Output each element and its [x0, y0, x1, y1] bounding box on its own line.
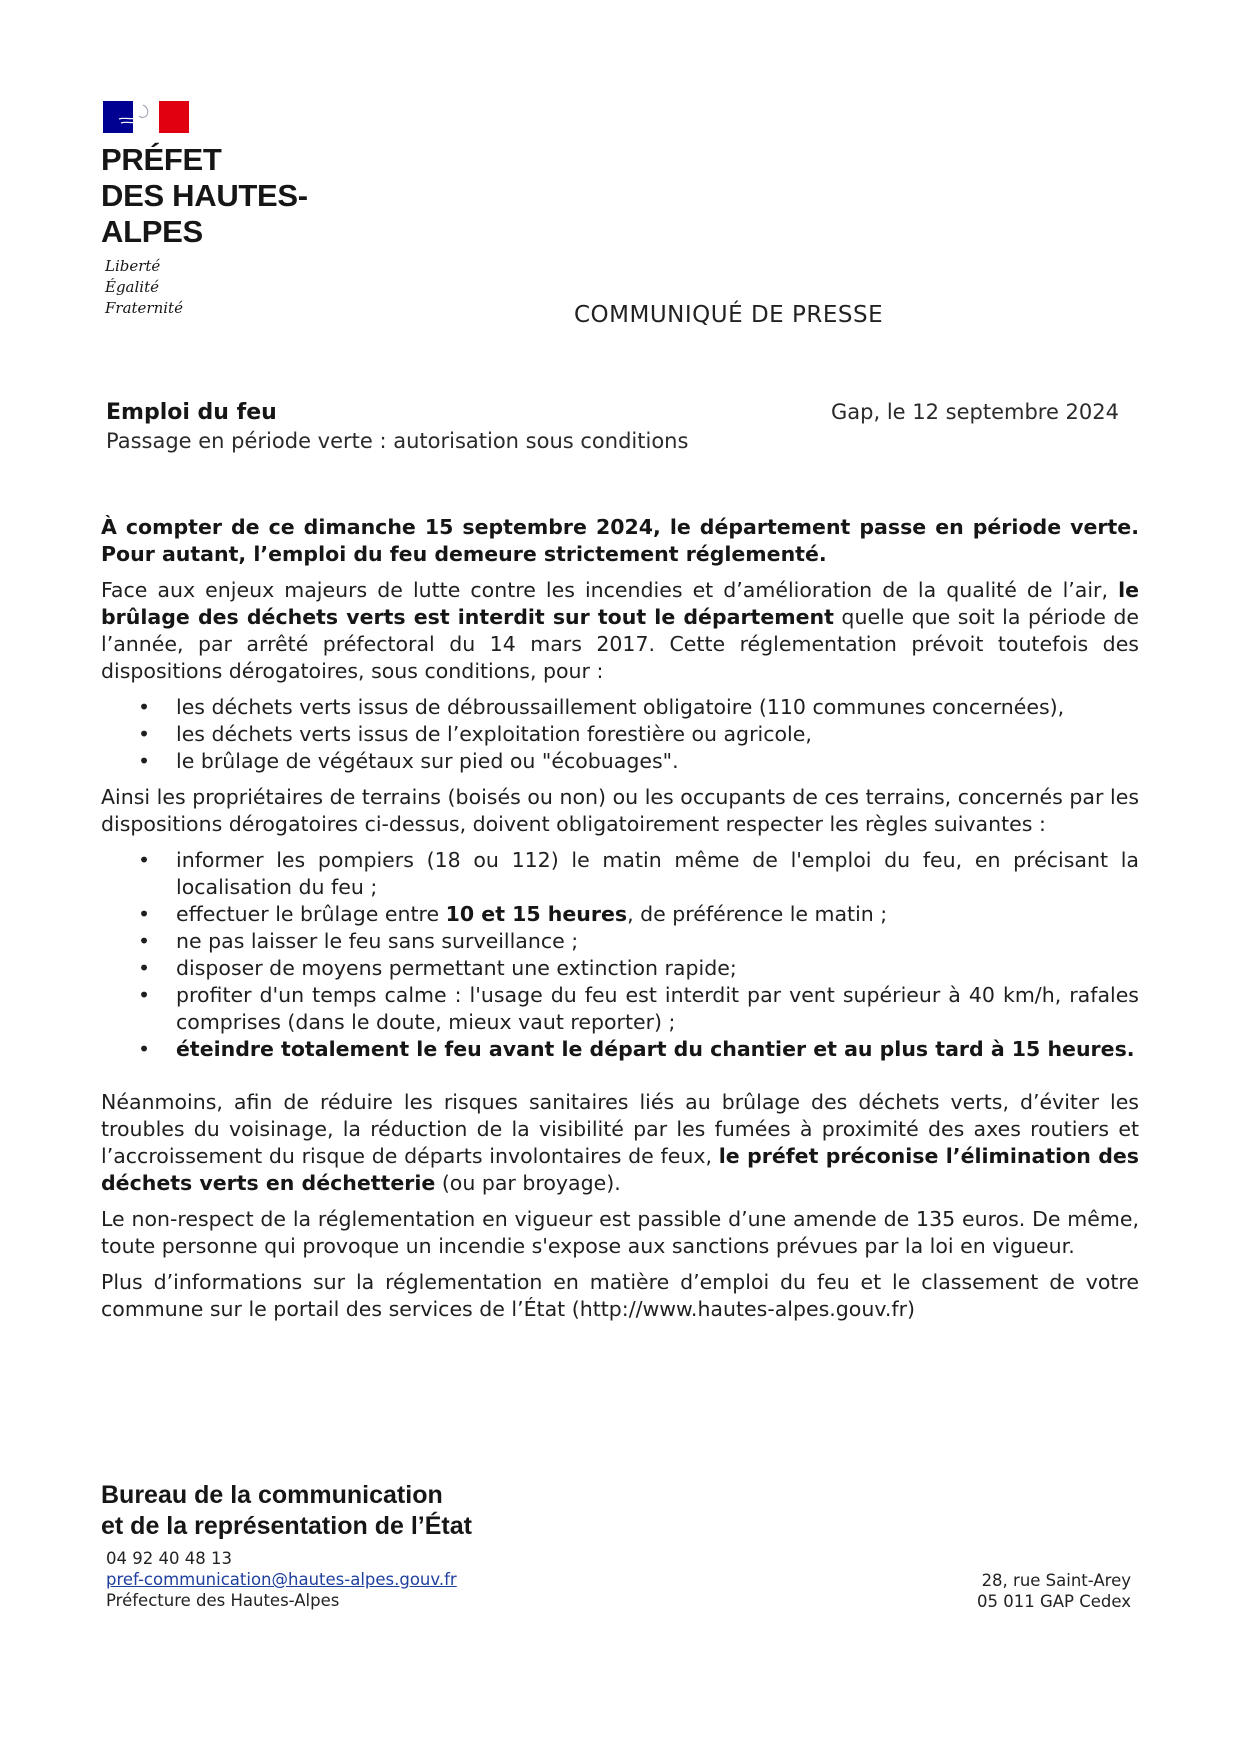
list-item: • profiter d'un temps calme : l'usage du feu est interdit par vent supérieur à 40 km/h, rafales comprises (dans le doute, mieux vaut reporter) ; — [101, 982, 1139, 1036]
document-type-label: COMMUNIQUÉ DE PRESSE — [574, 302, 884, 328]
rules-intro-paragraph: Ainsi les propriétaires de terrains (boisés ou non) ou les occupants de ces terrains, concernés par les dispositions dérogatoires ci-dessus, doivent obligatoirement respecter les règles suivantes : — [101, 785, 1139, 836]
recommendation-text-start: Néanmoins, afin de réduire les risques sanitaires liés au brûlage des déchets verts, d’éviter les troubles du voisinage, la réduction de la visibilité par les fumées à proximité des axes routiers et l’accroissement du risque de départs involontaires de feux, — [101, 1090, 1139, 1168]
address-city: 05 011 GAP Cedex — [976, 1592, 1131, 1611]
prefet-line-2: DES HAUTES- — [101, 178, 308, 213]
marianne-logo-graphic — [103, 101, 189, 133]
release-date: Gap, le 12 septembre 2024 — [831, 400, 1119, 424]
rule-text-start: effectuer le brûlage entre — [176, 902, 446, 926]
more-info-paragraph: Plus d’informations sur la réglementation en matière d’emploi du feu et le classement de votre commune sur le portail des services de l’État (http://www.hautes-alpes.gouv.fr) — [101, 1270, 1139, 1321]
contact-block — [106, 1548, 457, 1611]
prefet-line-1: PRÉFET — [101, 142, 222, 177]
penalty-paragraph: Le non-respect de la réglementation en vigueur est passible d’une amende de 135 euros. De même, toute personne qui provoque un incendie s'expose aux sanctions prévues par la loi en vigueur. — [101, 1207, 1139, 1258]
regulation-text-start: Face aux enjeux majeurs de lutte contre les incendies et d’amélioration de la qualité de l’air, — [101, 578, 1119, 602]
intro-paragraph — [101, 514, 1139, 568]
motto-fraternite: Fraternité — [105, 299, 183, 317]
motto-egalite: Égalité — [105, 278, 159, 296]
rule-text-bold: éteindre totalement le feu avant le départ du chantier et au plus tard à 15 heures. — [176, 1037, 1135, 1061]
bureau-line-2: et de la représentation de l’État — [101, 1512, 472, 1540]
list-item: • les déchets verts issus de l’exploitation forestière ou agricole, — [101, 721, 1139, 748]
postal-address — [977, 1570, 1131, 1612]
contact-phone: 04 92 40 48 13 — [106, 1549, 232, 1568]
rule-text-bold: 10 et 15 heures — [445, 902, 628, 926]
list-item: • disposer de moyens permettant une extinction rapide; — [101, 955, 1139, 982]
list-item: • les déchets verts issus de débroussaillement obligatoire (110 communes concernées), — [101, 694, 1139, 721]
regulation-paragraph — [101, 577, 1139, 685]
list-item: • ne pas laisser le feu sans surveillance ; — [101, 928, 1139, 955]
regulation-text-end: quelle que soit la période de l’année, par arrêté préfectoral du 14 mars 2017. Cette réglementation prévoit toutefois des dispositions dérogatoires, sous conditions, pour : — [101, 605, 1139, 683]
prefet-logo-text — [101, 142, 341, 250]
prefet-line-3: ALPES — [101, 214, 203, 249]
page-title: Emploi du feu — [106, 400, 277, 425]
contact-organization: Préfecture des Hautes-Alpes — [106, 1591, 340, 1610]
page-subtitle: Passage en période verte : autorisation sous conditions — [106, 429, 689, 453]
contact-email-link[interactable]: pref-communication@hautes-alpes.gouv.fr — [106, 1570, 457, 1589]
intro-text: À compter de ce dimanche 15 septembre 2024, le département passe en période verte. Pour autant, l’emploi du feu demeure strictement réglementé. — [101, 515, 1139, 566]
list-item — [101, 901, 1139, 928]
address-street: 28, rue Saint-Arey — [981, 1571, 1131, 1590]
recommendation-text-end: (ou par broyage). — [435, 1171, 621, 1195]
bureau-heading — [101, 1480, 472, 1542]
rule-text-end: , de préférence le matin ; — [627, 902, 888, 926]
bureau-line-1: Bureau de la communication — [101, 1481, 443, 1509]
recommendation-text-bold: le préfet préconise l’élimination des déchets verts en déchetterie — [101, 1144, 1140, 1195]
list-item: • le brûlage de végétaux sur pied ou "écobuages". — [101, 748, 1139, 775]
motto-liberte: Liberté — [105, 257, 161, 275]
marianne-icon — [103, 101, 189, 133]
recommendation-paragraph — [101, 1089, 1139, 1197]
derogation-list — [101, 694, 1139, 775]
press-release-body — [101, 514, 1139, 1332]
republic-motto — [105, 256, 183, 319]
rules-list — [101, 847, 1139, 1063]
list-item — [101, 1036, 1139, 1063]
list-item: • informer les pompiers (18 ou 112) le matin même de l'emploi du feu, en précisant la localisation du feu ; — [101, 847, 1139, 901]
regulation-text-bold: le brûlage des déchets verts est interdit sur tout le département — [101, 578, 1139, 629]
